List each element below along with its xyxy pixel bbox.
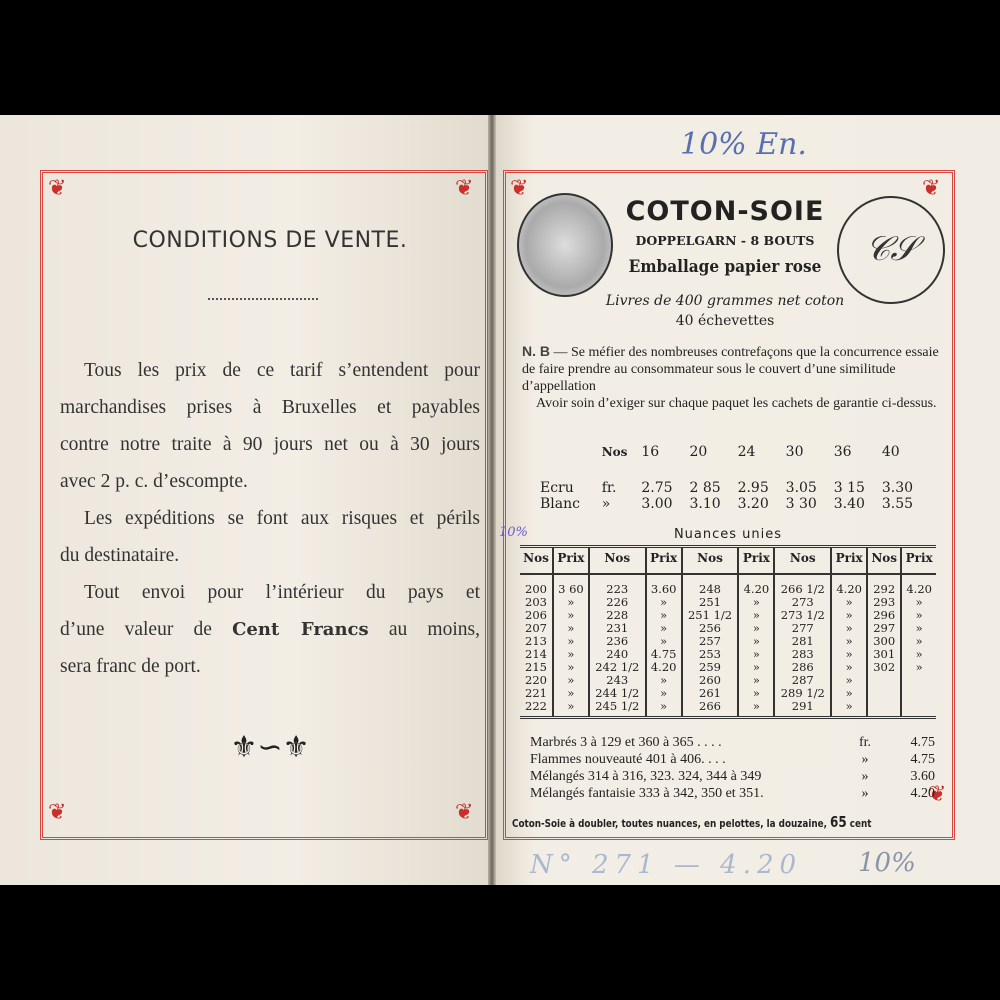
cell: 289 1/2 [774, 687, 831, 700]
special-label: Mélangés 314 à 316, 323. 324, 344 à 349 [530, 769, 762, 784]
cell: 248 [682, 574, 739, 596]
cell: 3.30 [881, 480, 914, 496]
product-title: COTON-SOIE [625, 196, 825, 227]
cell: » [553, 661, 589, 674]
cell: » [646, 596, 682, 609]
special-item [530, 768, 935, 785]
packaging: Emballage papier rose [628, 257, 822, 277]
text-line [60, 611, 480, 648]
cell: » [646, 700, 682, 718]
cell: » [738, 596, 774, 609]
special-price: 4.75 [910, 752, 935, 767]
cell: » [646, 635, 682, 648]
cell [867, 687, 901, 700]
cell: Nos [601, 445, 628, 459]
cell: 293 [867, 596, 901, 609]
special-price: 3.60 [910, 769, 935, 784]
cell: 203 [525, 595, 547, 609]
seal-figure-logo [517, 193, 613, 297]
text: au moins, [368, 619, 480, 640]
table-row [520, 574, 936, 596]
cell: » [646, 622, 682, 635]
product-subtitle: DOPPELGARN - 8 BOUTS [635, 233, 815, 248]
text-line: Les expéditions se font aux risques et périls [84, 508, 480, 529]
cell [901, 674, 936, 687]
cell: » [553, 687, 589, 700]
cell: 223 [589, 574, 646, 596]
cell: » [831, 648, 867, 661]
cell: 245 1/2 [589, 700, 646, 718]
cell: 2.95 [737, 480, 769, 496]
cell: » [831, 609, 867, 622]
cell: 3 15 [833, 480, 865, 496]
cell: 260 [682, 674, 739, 687]
text-line: sera franc de port. [60, 656, 201, 677]
cell: Blanc [540, 496, 580, 512]
cell: 277 [774, 622, 831, 635]
flourish-ornament-icon: ⚜∽⚜ [230, 731, 310, 764]
cell: 266 1/2 [774, 574, 831, 596]
nb-note [522, 343, 940, 412]
column-header: Prix [831, 547, 867, 575]
nuances-table [520, 545, 936, 719]
cell: 20 [689, 444, 708, 460]
handwritten-note-side: 10% [499, 525, 528, 540]
cell: 213 [525, 634, 547, 648]
column-header: Nos [774, 547, 831, 575]
handwritten-note-top: 10% En. [680, 127, 807, 162]
cell: 214 [525, 647, 547, 661]
corner-ornament-icon: ❦ [455, 799, 474, 824]
cell [867, 700, 901, 718]
cell: 302 [867, 661, 901, 674]
special-price: 4.20 [910, 786, 935, 801]
cell: 24 [737, 444, 756, 460]
cell: 4.20 [738, 574, 774, 596]
special-label: Marbrés 3 à 129 et 360 à 365 . . . . [530, 735, 722, 750]
cell: » [831, 596, 867, 609]
cell: » [738, 609, 774, 622]
cell: 281 [774, 635, 831, 648]
cell: » [738, 674, 774, 687]
cell: 301 [867, 648, 901, 661]
cell: 256 [682, 622, 739, 635]
cell: » [831, 674, 867, 687]
cell: » [553, 674, 589, 687]
skeins: 40 échevettes [675, 313, 775, 329]
cell: 251 1/2 [682, 609, 739, 622]
cell: » [831, 661, 867, 674]
cell: » [831, 687, 867, 700]
text-line: marchandises prises à Bruxelles et payables [60, 397, 480, 418]
cell: 286 [774, 661, 831, 674]
corner-ornament-icon: ❦ [928, 781, 947, 806]
table-row [540, 480, 930, 496]
cell: 206 [525, 608, 547, 622]
cell: 4.20 [831, 574, 867, 596]
cell: » [553, 596, 589, 609]
column-header: Nos [682, 547, 739, 575]
table-row [520, 700, 936, 718]
cell: 273 1/2 [774, 609, 831, 622]
cell: » [553, 609, 589, 622]
cell: fr. [601, 480, 617, 496]
cell: » [601, 496, 611, 512]
cell: 3 30 [785, 496, 817, 512]
text-line: Tous les prix de ce tarif s’entendent pour [84, 360, 480, 381]
special-unit: fr. [858, 735, 872, 750]
cell: » [553, 700, 589, 718]
cell: 4.75 [646, 648, 682, 661]
column-header: Prix [738, 547, 774, 575]
footer-note [512, 814, 871, 832]
corner-ornament-icon: ❦ [455, 175, 474, 200]
text: d’une valeur de [60, 619, 233, 640]
cell: 200 [525, 582, 547, 596]
conditions-text [60, 352, 480, 685]
table-row [520, 661, 936, 674]
cell: 3.55 [881, 496, 914, 512]
special-item [530, 785, 935, 802]
special-item [530, 734, 935, 751]
cell: 283 [774, 648, 831, 661]
table-row [520, 674, 936, 687]
cell: 226 [589, 596, 646, 609]
nuances-title: Nuances unies [673, 527, 783, 542]
column-header: Nos [867, 547, 901, 575]
cell [867, 674, 901, 687]
price-bold: 65 [830, 813, 847, 831]
text: cent [846, 817, 872, 830]
cell: 3 60 [553, 574, 589, 596]
special-label: Mélangés fantaisie 333 à 342, 350 et 351. [530, 786, 764, 801]
text: Coton-Soie à doubler, toutes nuances, en pelottes, la douzaine, [512, 817, 831, 830]
column-header: Nos [589, 547, 646, 575]
cell: 236 [589, 635, 646, 648]
weight: Livres de 400 grammes net coton [605, 293, 845, 309]
price-table-header [540, 444, 930, 460]
cell: 16 [641, 444, 660, 460]
cell: » [738, 635, 774, 648]
cell: » [646, 609, 682, 622]
cell: » [553, 648, 589, 661]
cell: 291 [774, 700, 831, 718]
cell: 3.20 [737, 496, 769, 512]
cell: 266 [682, 700, 739, 718]
cell: 3.40 [833, 496, 865, 512]
cell: » [738, 661, 774, 674]
cell: » [553, 635, 589, 648]
text-line: contre notre traite à 90 jours net ou à 30 jours [60, 434, 480, 455]
cell: » [738, 700, 774, 718]
cell: 296 [867, 609, 901, 622]
nb-label: N. B [522, 343, 550, 359]
cell: » [646, 687, 682, 700]
nb-text-2: Avoir soin d’exiger sur chaque paquet les cachets de garantie ci-dessus. [536, 396, 937, 411]
column-header: Prix [553, 547, 589, 575]
cell: » [901, 596, 936, 609]
special-label: Flammes nouveauté 401 à 406. . . . [530, 752, 726, 767]
handwritten-note-bottom: N° 271 — 4.20 [530, 850, 803, 880]
special-unit: » [861, 752, 869, 767]
cell: 30 [785, 444, 804, 460]
cell: 215 [525, 660, 547, 674]
cell: » [831, 700, 867, 718]
cell [901, 700, 936, 718]
special-item [530, 751, 935, 768]
cell: 222 [525, 699, 547, 713]
monogram-seal-logo: 𝒞𝒮 [837, 196, 945, 304]
cell: » [738, 622, 774, 635]
specials-list [530, 734, 935, 802]
cell: 287 [774, 674, 831, 687]
cell: 3.00 [641, 496, 673, 512]
cell: 3.10 [689, 496, 721, 512]
cell: 257 [682, 635, 739, 648]
cell: 261 [682, 687, 739, 700]
cell: 2 85 [689, 480, 721, 496]
special-price: 4.75 [910, 735, 935, 750]
cell: 300 [867, 635, 901, 648]
corner-ornament-icon: ❦ [510, 175, 529, 200]
cell: 4.20 [901, 574, 936, 596]
cell: » [553, 622, 589, 635]
cell: 292 [867, 574, 901, 596]
column-header: Prix [646, 547, 682, 575]
cell: 36 [833, 444, 852, 460]
corner-ornament-icon: ❦ [48, 175, 67, 200]
cell: » [738, 648, 774, 661]
cell: 207 [525, 621, 547, 635]
cell: 259 [682, 661, 739, 674]
cell: » [901, 622, 936, 635]
cell: 251 [682, 596, 739, 609]
cell: 3.05 [785, 480, 817, 496]
cell: 228 [589, 609, 646, 622]
corner-ornament-icon: ❦ [922, 175, 941, 200]
page-title: CONDITIONS DE VENTE. [132, 228, 408, 253]
cell: 220 [525, 673, 547, 687]
cell: 4.20 [646, 661, 682, 674]
cell: 221 [525, 686, 547, 700]
bold-text: Cent Francs [232, 619, 369, 640]
cell: 244 1/2 [589, 687, 646, 700]
table-row [520, 687, 936, 700]
divider [208, 298, 318, 300]
special-unit: » [861, 769, 869, 784]
book-gutter [488, 115, 496, 885]
cell: » [738, 687, 774, 700]
cell: 273 [774, 596, 831, 609]
price-table [540, 444, 930, 512]
special-unit: » [861, 786, 869, 801]
nb-text: — Se méfier des nombreuses contrefaçons que la concurrence essaie de faire prendre au consommateur sous le couvert d’une similitude d’appellation [522, 345, 939, 394]
corner-ornament-icon: ❦ [48, 799, 67, 824]
cell: 253 [682, 648, 739, 661]
text-line: du destinataire. [60, 545, 180, 566]
cell: 240 [589, 648, 646, 661]
cell: 40 [881, 444, 900, 460]
cell: » [901, 609, 936, 622]
cell: » [831, 622, 867, 635]
cell: » [901, 635, 936, 648]
cell [901, 687, 936, 700]
text-line: avec 2 p. c. d’escompte. [60, 471, 248, 492]
cell: 297 [867, 622, 901, 635]
text-line: Tout envoi pour l’intérieur du pays et [84, 582, 480, 603]
cell: » [901, 661, 936, 674]
cell: » [901, 648, 936, 661]
table-row [540, 496, 930, 512]
cell: 243 [589, 674, 646, 687]
cell: » [646, 674, 682, 687]
cell: 231 [589, 622, 646, 635]
column-header: Prix [901, 547, 936, 575]
cell: 2.75 [641, 480, 673, 496]
column-header: Nos [520, 547, 553, 575]
handwritten-note-bottom-right: 10% [858, 848, 916, 878]
cell: 242 1/2 [589, 661, 646, 674]
cell: Ecru [540, 480, 574, 496]
cell: » [831, 635, 867, 648]
cell: 3.60 [646, 574, 682, 596]
